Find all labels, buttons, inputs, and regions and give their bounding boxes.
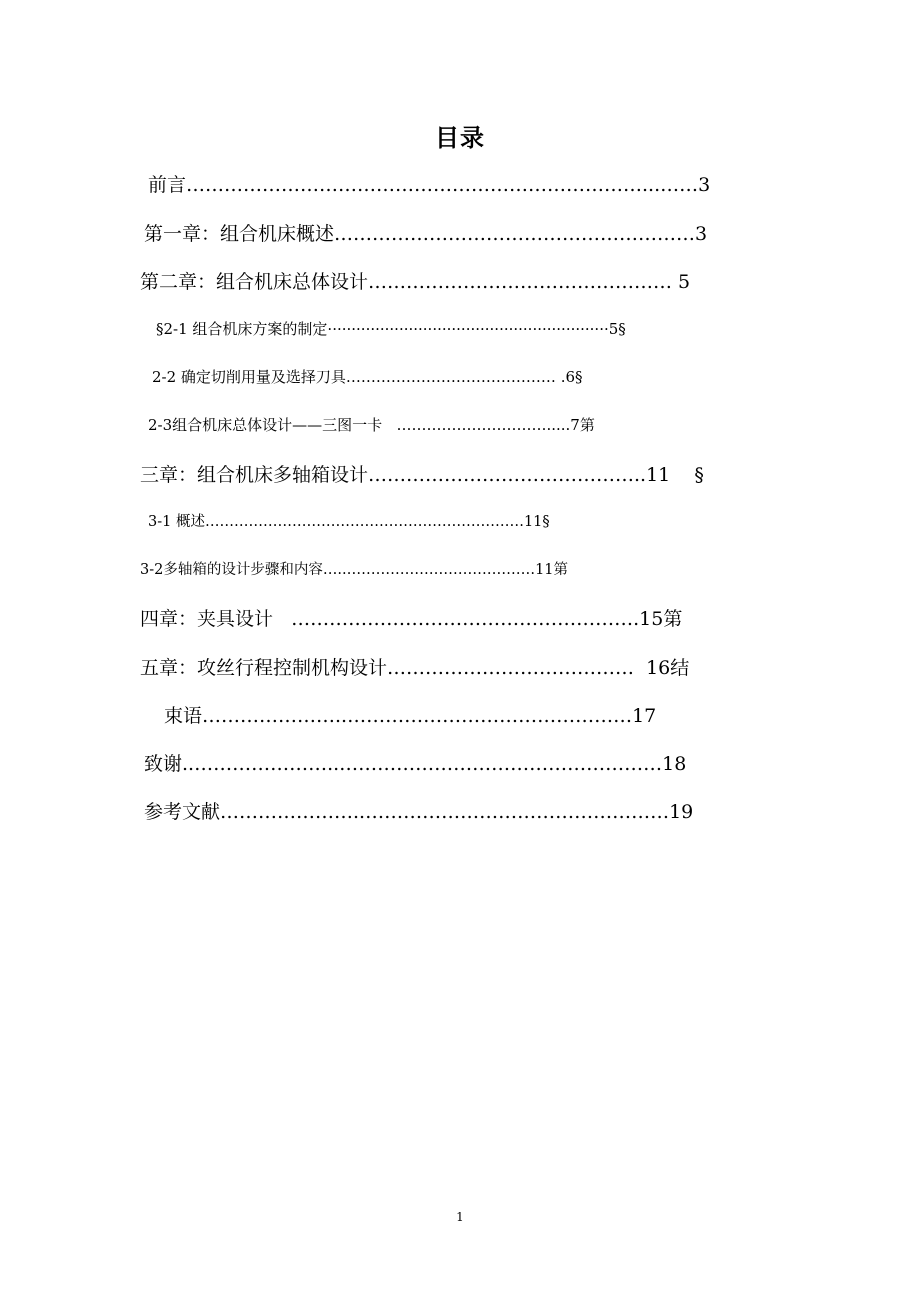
toc-entry-chapter-5: 五章：攻丝行程控制机构设计………………………………… 16结 — [140, 657, 690, 679]
toc-entry-chapter-2: 第二章：组合机床总体设计………………………………………… 5 — [140, 271, 691, 293]
toc-entry-preface: 前言………………………………………………………………...……3 — [148, 174, 711, 196]
toc-entry-section-3-2: 3-2多轴箱的设计步骤和内容…..…………………………………11第 — [140, 562, 569, 578]
toc-entry-section-2-3: 2-3组合机床总体设计——三图一卡 ………………………….....7第 — [148, 416, 595, 434]
toc-entry-chapter-1: 第一章：组合机床概述…………………………………………………3 — [144, 223, 708, 245]
toc-entry-section-3-1: 3-1 概述…………………………………………………………11§ — [148, 514, 550, 530]
toc-entry-section-2-2: 2-2 确定切削用量及选择刀具…………………………………… .6§ — [152, 368, 583, 386]
toc-entry-section-2-1: §2-1 组合机床方案的制定···························································5§ — [156, 320, 626, 338]
page-title: 目录 — [435, 123, 485, 152]
toc-entry-references: 参考文献…………………..…………………………………………19 — [144, 801, 694, 823]
toc-entry-conclusion: 束语…………………..………………………………………17 — [164, 705, 657, 727]
page-number: 1 — [456, 1210, 464, 1224]
toc-entry-chapter-4: 四章：夹具设计 ……………………………………………….15第 — [140, 608, 683, 630]
toc-entry-acknowledgement: 致谢..…………………..……………………………………………18 — [144, 753, 687, 775]
toc-entry-chapter-3: 三章：组合机床多轴箱设计……………………………………..11 § — [140, 464, 704, 486]
